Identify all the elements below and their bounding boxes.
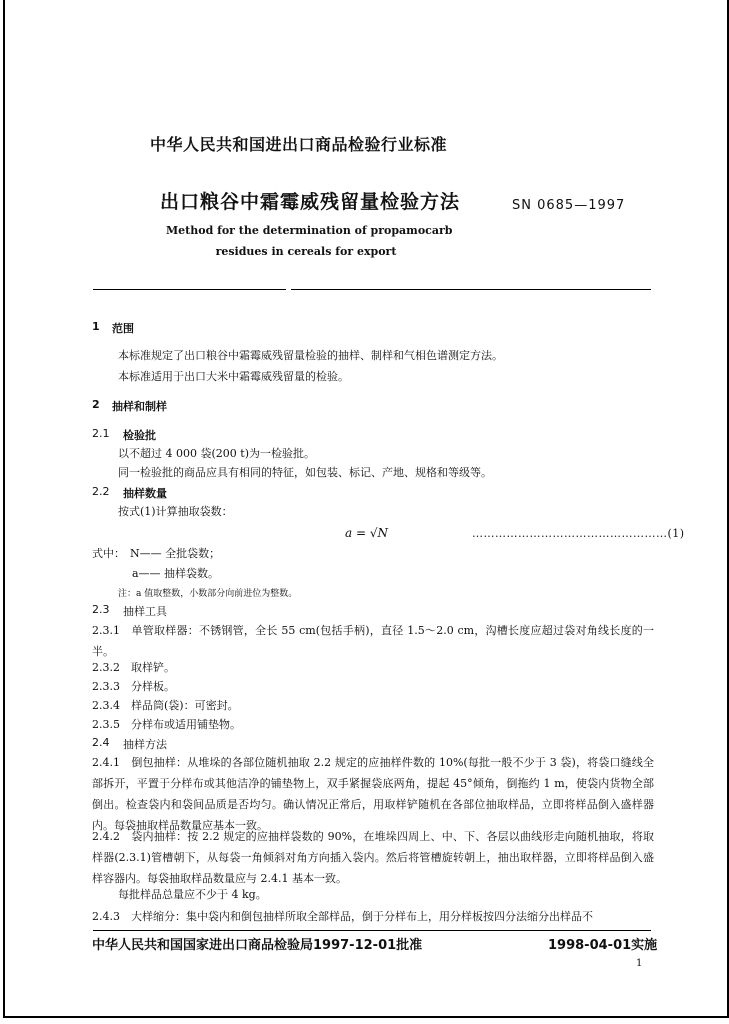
section-2-2-title: 抽样数量: [123, 487, 167, 500]
standard-category: 中华人民共和国进出口商品检验行业标准: [150, 135, 448, 154]
header-rule-right: [291, 289, 651, 290]
where-a: a—— 抽样袋数。: [132, 567, 220, 580]
section-2-4-1: 2.4.1 倒包抽样：从堆垛的各部位随机抽取 2.2 规定的应抽样件数的 10%(每批一般不少于 3 袋)，将袋口缝线全部拆开，平置于分样布或其他洁净的铺垫物上，双手紧握袋底两角，提起 45°倾角，倒拖约 1 m，使袋内货物全部倒出。检查袋内和袋间品质是否均匀。确认情况正常后，用取样铲随机在各部位抽取样品，立即将样品倒入盛样器内。每袋抽取样品数量应基本一致。: [92, 756, 654, 832]
where-n: N—— 全批袋数；: [130, 547, 221, 560]
approval-line: 中华人民共和国国家进出口商品检验局1997-12-01批准: [92, 938, 423, 953]
formula: a = √N: [345, 526, 388, 540]
section-1-para-1: 本标准规定了出口粮谷中霜霉威残留量检验的抽样、制样和气相色谱测定方法。: [118, 349, 503, 362]
section-2-1-para-1: 以不超过 4 000 袋(200 t)为一检验批。: [118, 447, 315, 460]
header-rule-left: [93, 289, 286, 290]
section-2-4-number: 2.4: [92, 736, 110, 749]
standard-code: SN 0685—1997: [512, 198, 626, 213]
section-2-1-title: 检验批: [123, 429, 156, 442]
section-2-3-number: 2.3: [92, 603, 110, 616]
section-1-para-2: 本标准适用于出口大米中霜霉威残留量的检验。: [118, 370, 349, 383]
section-2-1-para-2: 同一检验批的商品应具有相同的特征，如包装、标记、产地、规格和等级等。: [118, 466, 492, 479]
english-title-line1: Method for the determination of propamocarb: [166, 224, 453, 237]
section-2-4-3: 2.4.3 大样缩分：集中袋内和倒包抽样所取全部样品，倒于分样布上，用分样板按四分法缩分出样品不: [92, 910, 593, 923]
section-1-number: 1: [92, 320, 100, 333]
section-2-3-1: 2.3.1 单管取样器：不锈钢管，全长 55 cm(包括手柄)，直径 1.5～2.0 cm，沟槽长度应超过袋对角线长度的一半。: [92, 624, 654, 658]
section-2-number: 2: [92, 398, 100, 411]
footer-rule: [93, 930, 651, 931]
section-2-3-title: 抽样工具: [123, 605, 167, 618]
document-title: 出口粮谷中霜霉威残留量检验方法: [160, 191, 461, 213]
section-2-4-2-para-2: 每批样品总量应不少于 4 kg。: [118, 888, 267, 901]
english-title-line2: residues in cereals for export: [215, 245, 397, 258]
where-label: 式中：: [92, 547, 125, 560]
section-1-title: 范围: [112, 322, 134, 335]
section-2-3-3: 2.3.3 分样板。: [92, 680, 175, 693]
section-2-1-number: 2.1: [92, 427, 110, 440]
section-2-2-para-1: 按式(1)计算抽取袋数：: [118, 505, 233, 518]
formula-number: ……………………………………………(1): [472, 527, 685, 540]
section-2-4-2: 2.4.2 袋内抽样：按 2.2 规定的应抽样袋数的 90%，在堆垛四周上、中、下、各层以曲线形走向随机抽取，将取样器(2.3.1)管槽朝下，从每袋一角倾斜对角方向插入袋内。然后将管槽旋转朝上，抽出取样器，立即将样品倒入盛样容器内。每袋抽取样品数量应与 2.4.1 基本一致。: [92, 830, 654, 885]
page-number: 1: [636, 958, 643, 969]
section-2-3-5: 2.3.5 分样布或适用铺垫物。: [92, 718, 241, 731]
section-2-3-2: 2.3.2 取样铲。: [92, 661, 175, 674]
note: 注：a 值取整数，小数部分向前进位为整数。: [118, 589, 298, 599]
section-2-2-number: 2.2: [92, 485, 110, 498]
section-2-3-4: 2.3.4 样品筒(袋)：可密封。: [92, 699, 239, 712]
section-2-title: 抽样和制样: [112, 400, 167, 413]
effective-date: 1998-04-01实施: [548, 938, 658, 953]
section-2-4-title: 抽样方法: [123, 738, 167, 751]
